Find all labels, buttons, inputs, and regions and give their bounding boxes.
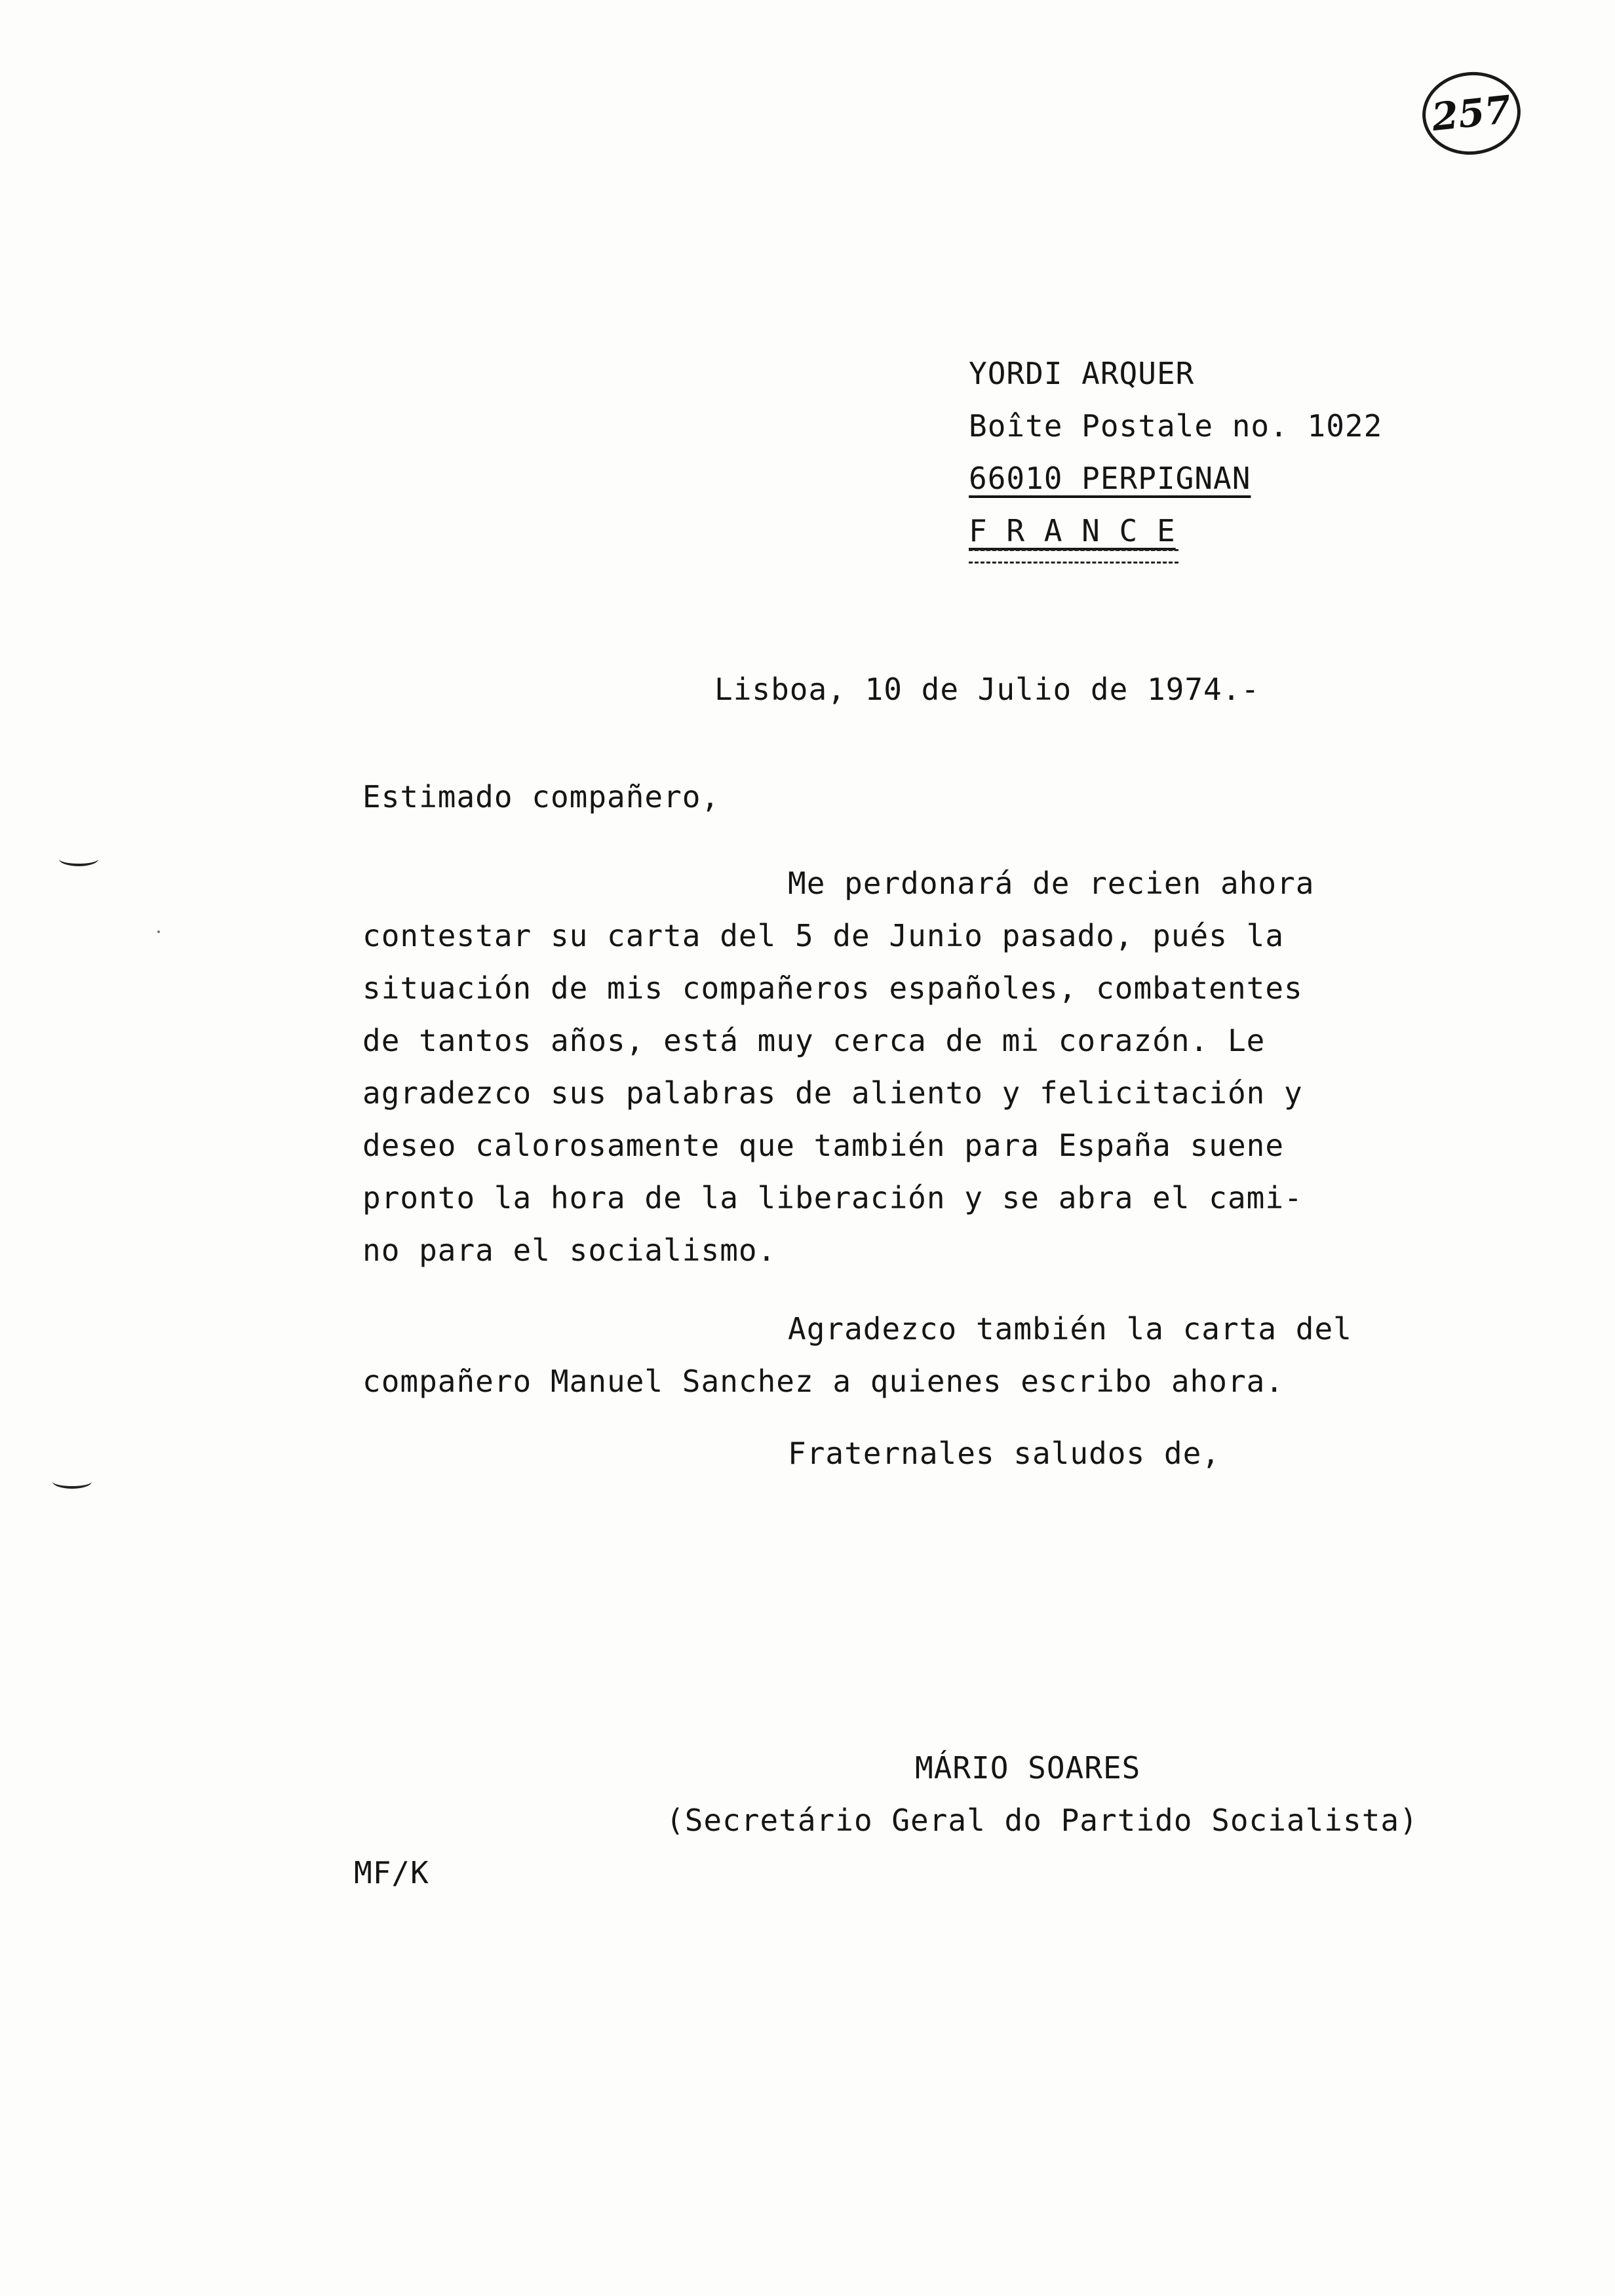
salutation: Estimado compañero, [362,779,720,814]
double-underline [969,549,1178,564]
paragraph-line: compañero Manuel Sanchez a quienes escribo ahora. [362,1364,1285,1399]
paragraph-line: Me perdonará de recien ahora [788,866,1315,901]
paragraph-line: pronto la hora de la liberación y se abra el cami- [362,1180,1303,1215]
paragraph-line: de tantos años, está muy cerca de mi corazón. Le [362,1023,1266,1058]
margin-mark [59,852,98,866]
date-line: Lisboa, 10 de Julio de 1974.- [714,672,1260,707]
paragraph-line: agradezco sus palabras de aliento y felicitación y [362,1075,1303,1111]
typist-reference: MF/K [354,1855,429,1890]
recipient-country: F R A N C E [969,513,1176,548]
stray-dot [157,930,160,933]
signature-title: (Secretário Geral do Partido Socialista) [666,1803,1418,1838]
margin-mark [52,1474,92,1489]
recipient-city: 66010 PERPIGNAN [969,461,1251,496]
recipient-box: Boîte Postale no. 1022 [969,408,1383,444]
closing: Fraternales saludos de, [788,1436,1220,1471]
paragraph-line: Agradezco también la carta del [788,1311,1352,1347]
paragraph-line: deseo calorosamente que también para España suene [362,1128,1285,1163]
paragraph-line: contestar su carta del 5 de Junio pasado, pués la [362,918,1285,953]
recipient-name: YORDI ARQUER [969,356,1195,391]
paragraph-line: situación de mis compañeros españoles, combatentes [362,970,1303,1006]
page-number-stamp: 257 [1418,67,1525,160]
paragraph-line: no para el socialismo. [362,1233,777,1268]
signature-name: MÁRIO SOARES [915,1750,1141,1786]
